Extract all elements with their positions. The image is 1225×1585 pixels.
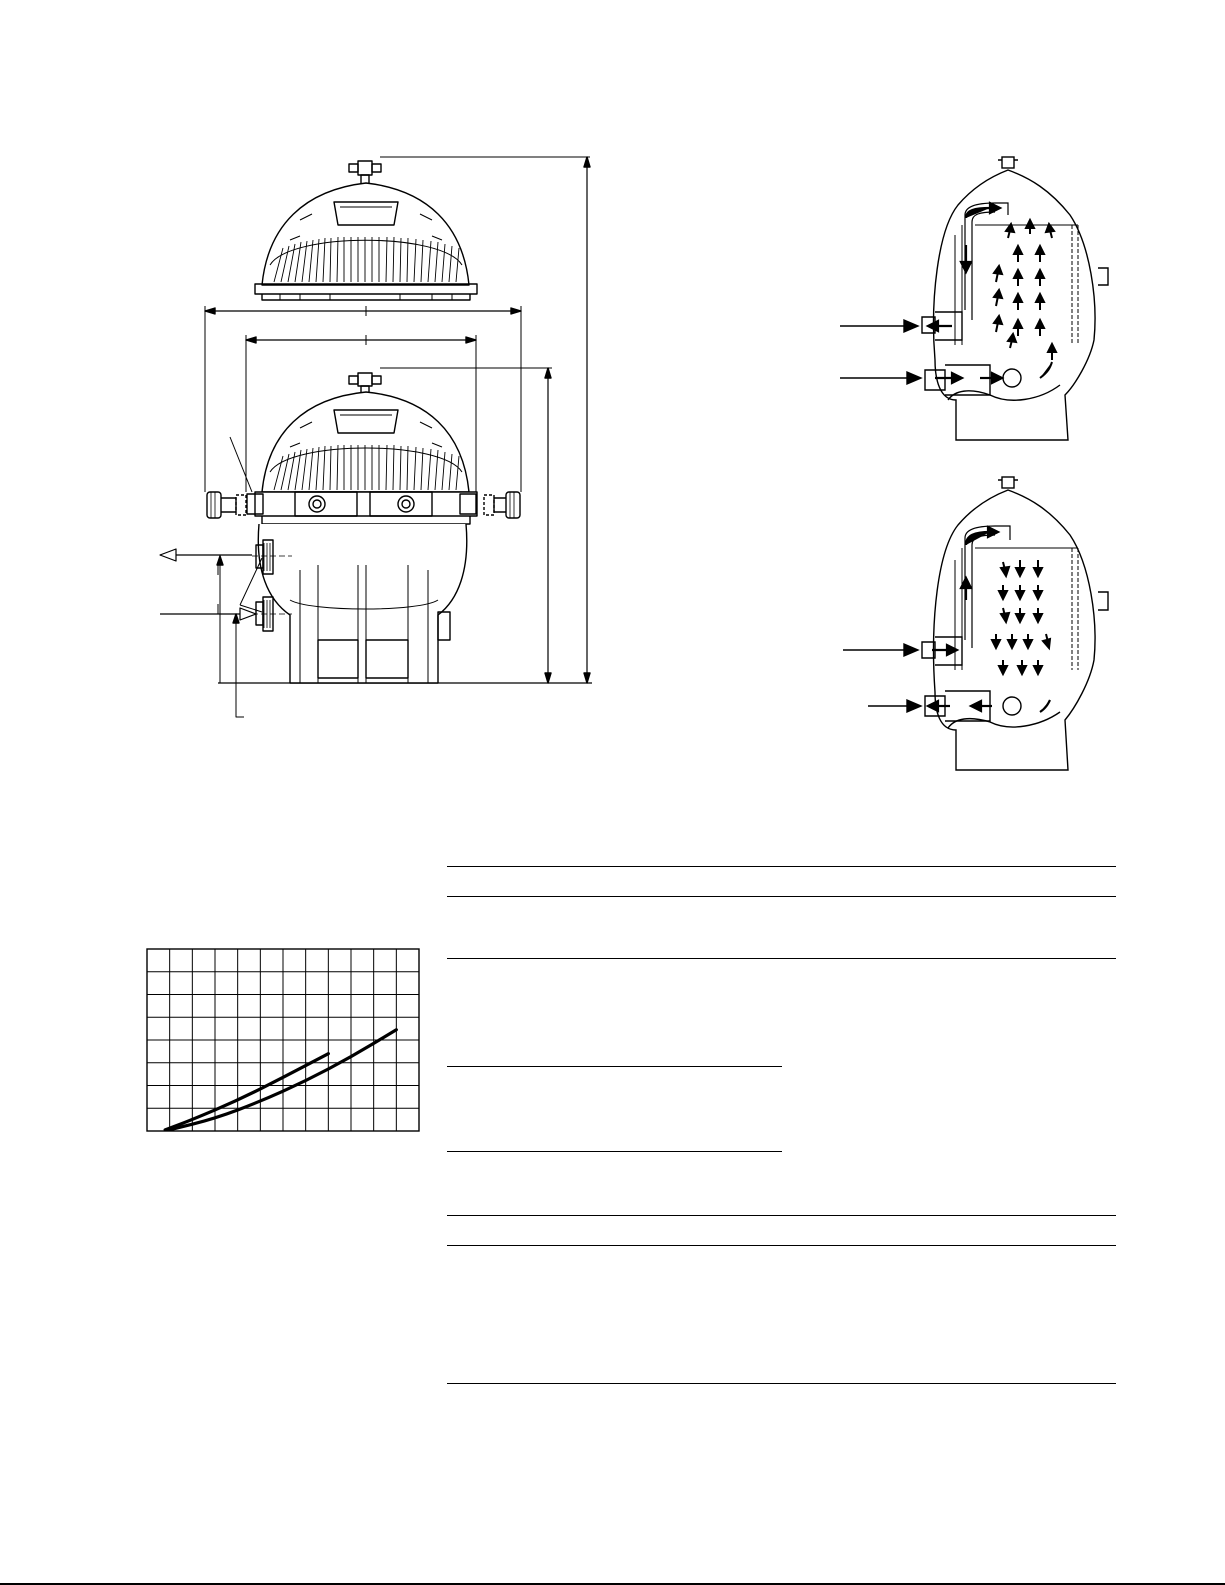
table-rule — [447, 866, 1116, 867]
table-rule — [447, 1245, 1116, 1246]
table-rule — [447, 1215, 1116, 1216]
table-rule — [447, 958, 1116, 959]
table-rule — [447, 1383, 1116, 1384]
table-rule — [447, 896, 1116, 897]
chart-series-line-1 — [165, 1054, 328, 1130]
table-rule — [447, 1066, 782, 1067]
table-rule — [447, 1151, 782, 1152]
